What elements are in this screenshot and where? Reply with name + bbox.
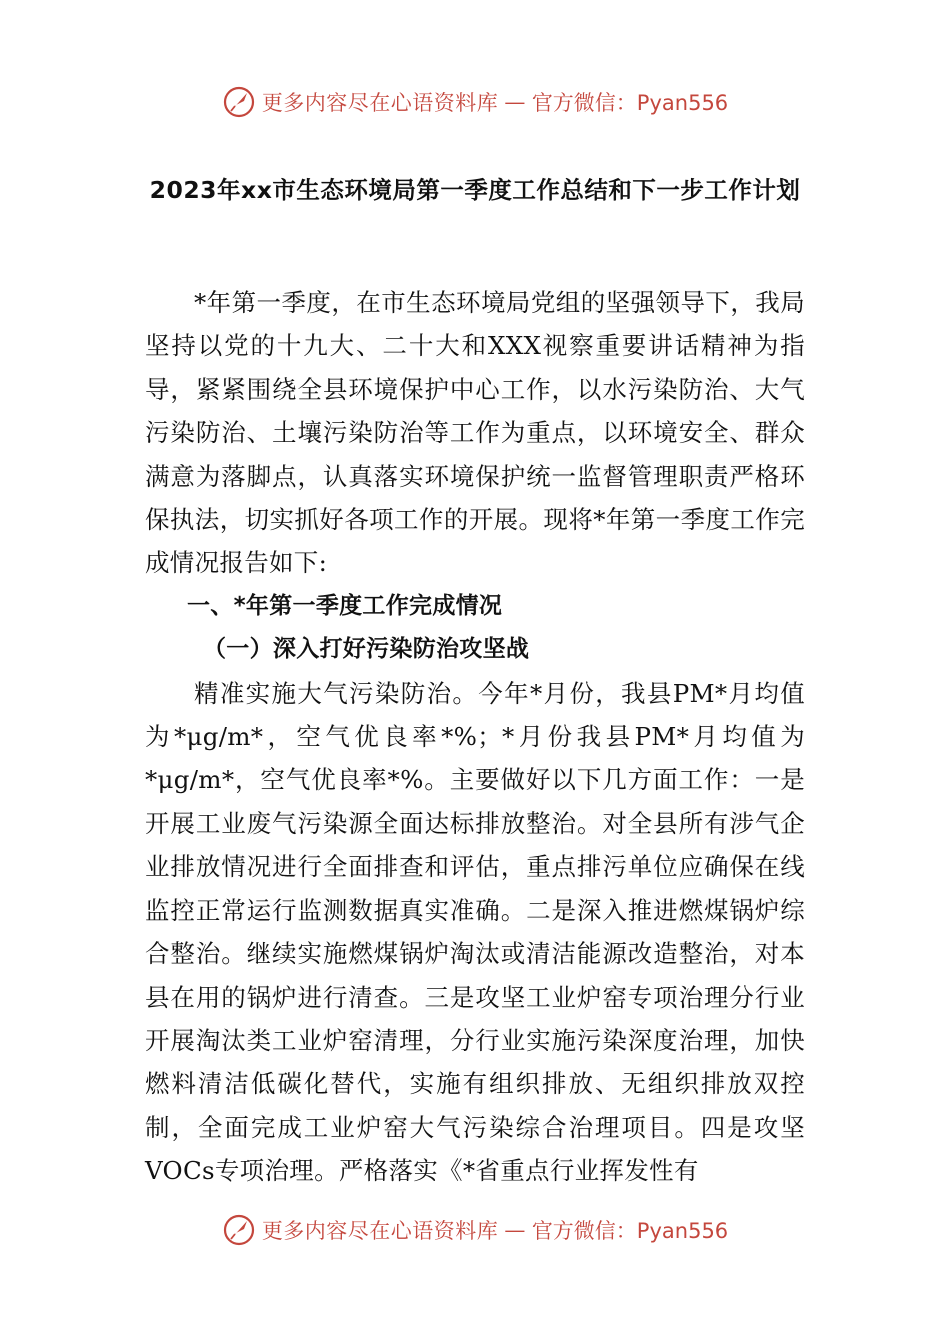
watermark-separator: — xyxy=(504,90,526,114)
watermark-banner-top xyxy=(0,80,950,124)
intro-paragraph: *年第一季度，在市生态环境局党组的坚强领导下，我局坚持以党的十九大、二十大和XXX视察重要讲话精神为指导，紧紧围绕全县环境保护中心工作，以水污染防治、大气污染防治、土壤污染防治等工作为重点，以环境安全、群众满意为落脚点，认真落实环境保护统一监督管理职责严格环保执法，切实抓好各项工作的开展。现将*年第一季度工作完成情况报告如下: xyxy=(145,288,805,578)
section-heading: 一、*年第一季度工作完成情况 xyxy=(187,592,503,619)
watermark-text: 更多内容尽在心语资料库 xyxy=(261,91,499,115)
document-body xyxy=(145,281,805,1193)
subsection-heading: （一）深入打好污染防治攻坚战 xyxy=(203,636,530,663)
watermark-wechat: 官方微信：Pyan556 xyxy=(531,91,729,115)
watermark-wechat: 官方微信：Pyan556 xyxy=(531,1219,729,1243)
document-title: 2023年xx市生态环境局第一季度工作总结和下一步工作计划 xyxy=(149,176,801,204)
watermark-text: 更多内容尽在心语资料库 xyxy=(261,1219,499,1243)
watermark-separator: — xyxy=(504,1218,526,1242)
quill-logo-icon xyxy=(222,85,256,119)
quill-logo-icon xyxy=(222,1213,256,1247)
watermark-banner-bottom xyxy=(0,1208,950,1252)
body-paragraph: 精准实施大气污染防治。今年*月份，我县PM*月均值为*μg/m*，空气优良率*%；*月份我县PM*月均值为*μg/m*，空气优良率*%。主要做好以下几方面工作：一是开展工业废气污染源全面达标排放整治。对全县所有涉气企业排放情况进行全面排查和评估，重点排污单位应确保在线监控正常运行监测数据真实准确。二是深入推进燃煤锅炉综合整治。继续实施燃煤锅炉淘汰或清洁能源改造整治，对本县在用的锅炉进行清查。三是攻坚工业炉窑专项治理分行业开展淘汰类工业炉窑清理，分行业实施污染深度治理，加快燃料清洁低碳化替代，实施有组织排放、无组织排放双控制，全面完成工业炉窑大气污染综合治理项目。四是攻坚VOCs专项治理。严格落实《*省重点行业挥发性有 xyxy=(145,678,805,1186)
